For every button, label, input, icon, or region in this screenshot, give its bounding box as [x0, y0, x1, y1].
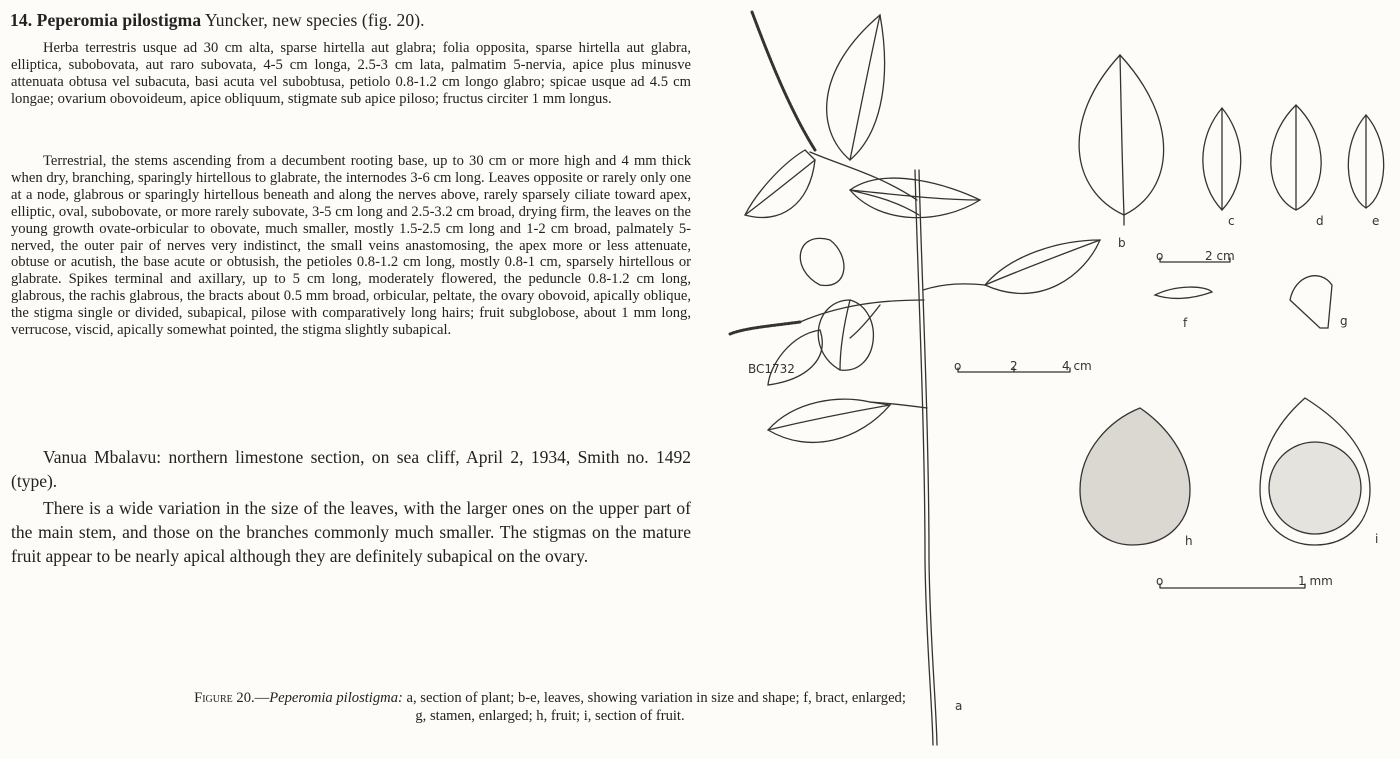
scale-leaf-end: 2 cm [1205, 249, 1235, 263]
main-stem [915, 170, 933, 745]
scale-fruit-end: 1 mm [1298, 574, 1333, 588]
label-c: c [1228, 214, 1235, 228]
scale-bar-fruit [1160, 584, 1305, 588]
branch-lower [800, 300, 924, 322]
label-d: d [1316, 214, 1324, 228]
stamen-g [1290, 276, 1332, 328]
scale-plant-mid: 2 [1010, 359, 1018, 373]
remarks-paragraph: There is a wide variation in the size of the leaves, with the larger ones on the upper part of the main stem, and those on the branches commonly much smaller. The stigmas on the mature fruit appear to be nearly apical although they are definitely subapical on the ovary. [11, 498, 691, 566]
branch-mid [923, 284, 985, 290]
leaf-lower-cluster [818, 300, 873, 370]
latin-description: Herba terrestris usque ad 30 cm alta, sparse hirtella aut glabra; folia opposita, sparse hirtella aut glabra, elliptica, subobovata, aut raro subovata, 4-5 cm longa, 2.5-3 cm lata, palmatim 5-nervia, apice plus minusve attenuata obtusa vel subacuta, basi acuta vel subobtusa, petiolo 0.8-1.2 cm longo glabro; spicae usque ad 4.5 cm longae; ovarium obovoideum, apice obliquum, stigmate sub apice piloso; fructus circiter 1 mm longus. [11, 40, 691, 107]
label-b: b [1118, 236, 1126, 250]
label-i: i [1375, 532, 1379, 546]
leaf-mid-left [800, 238, 844, 285]
fruit-h [1080, 408, 1190, 545]
species-authority: Yuncker, new species (fig. 20). [201, 10, 425, 30]
species-name: Peperomia pilostigma [36, 10, 202, 30]
species-heading [10, 10, 710, 31]
scale-fruit-zero: o [1156, 574, 1164, 588]
botanical-illustration [720, 0, 1400, 759]
leaf-lower-left [768, 330, 822, 385]
caption-label: Figure 20. [194, 690, 255, 706]
specimen-citation: Vanua Mbalavu: northern limestone section, on sea cliff, April 2, 1934, Smith no. 1492 (type). [11, 447, 691, 491]
caption-text: a, section of plant; b-e, leaves, showing variation in size and shape; f, bract, enlarged; g, stamen, enlarged; h, fruit; i, section of fruit. [402, 690, 906, 724]
label-a: a [955, 699, 963, 713]
scale-plant-end: 4 cm [1062, 359, 1092, 373]
spike-side [730, 322, 800, 334]
species-number: 14. [10, 10, 33, 30]
caption-dash: — [254, 690, 270, 706]
specimen-tag: BC1732 [748, 362, 795, 376]
label-g: g [1340, 314, 1348, 328]
leaf-mid-right [985, 240, 1100, 293]
label-f: f [1183, 316, 1188, 330]
leaf-bottom [768, 399, 890, 442]
english-description: Terrestrial, the stems ascending from a decumbent rooting base, up to 30 cm or more high and 4 mm thick when dry, branching, sparingly hirtellous to glabrate, the internodes 3-6 cm long. Leaves opposite or rarely only one at a node, glabrous or sparingly hirtellous beneath and along the nerves above, rarely sparsely ciliate toward apex, elliptic, oval, subobovate, or more rarely subovate, 3-5 cm long and 2.5-3.2 cm broad, drying firm, the leaves on the young growth ovate-orbicular to obovate, much smaller, mostly 1.5-2.5 cm long and 1-2 cm broad, palmately 5-nerved, the outer pair of nerves very indistinct, the small veins anastomosing, the apex more or less attenuate, obtuse or acutish, the base acute or obtusish, the petioles 0.8-1.2 cm long, mostly 0.8-1 cm, sparsely hirtellous or glabrate. Spikes terminal and axillary, up to 5 cm long, moderately flowered, the peduncle 0.8-1.2 cm long, glabrous, the rachis glabrous, the bracts about 0.5 mm broad, orbicular, peltate, the ovary obovoid, apically oblique, the stigma single or divided, subapical, pilose with comparatively long hairs; fruit subglobose, about 1 mm long, verrucose, viscid, apically somewhat pointed, the stigma slightly subapical. [11, 153, 691, 339]
label-h: h [1185, 534, 1193, 548]
label-e: e [1372, 214, 1380, 228]
scale-plant-zero: o [954, 359, 962, 373]
scale-leaf-zero: o [1156, 249, 1164, 263]
caption-species: Peperomia pilostigma: [269, 690, 403, 706]
bract-f [1155, 287, 1212, 298]
spike-terminal [752, 12, 815, 150]
